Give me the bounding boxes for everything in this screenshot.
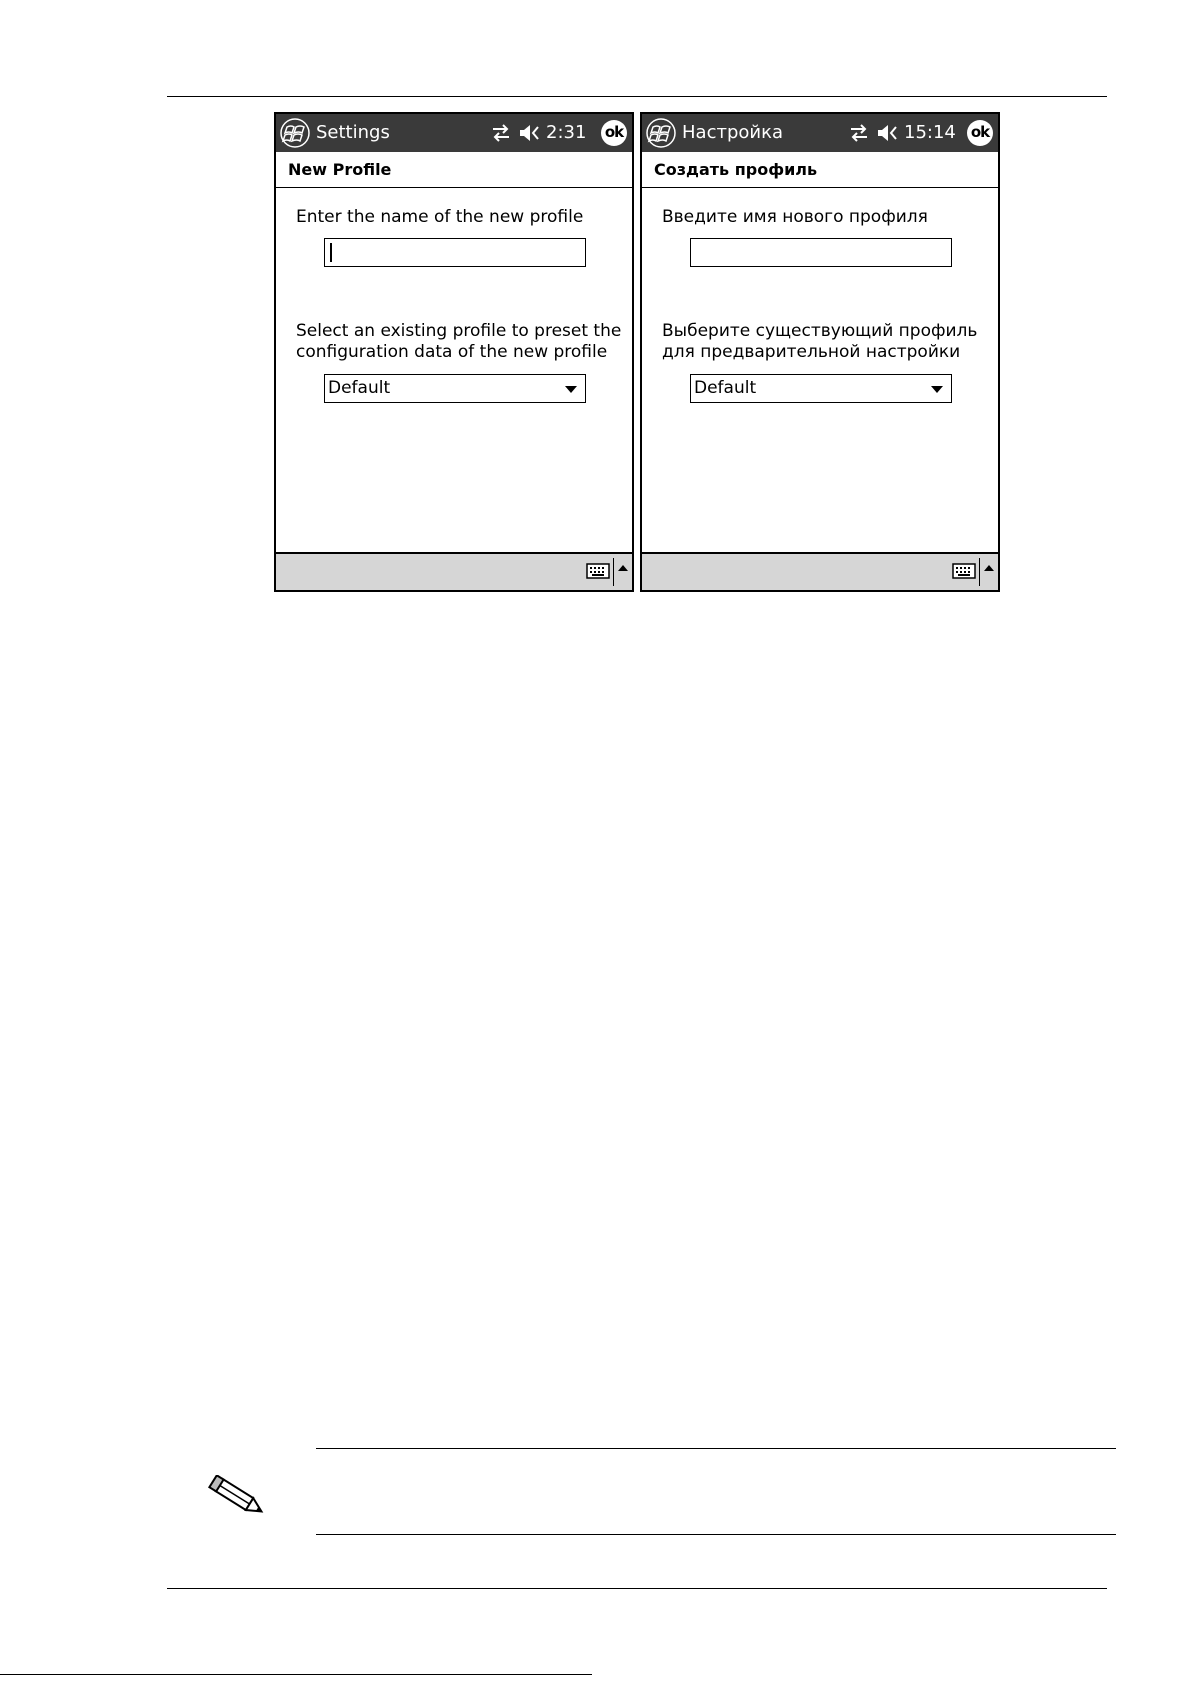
speaker-muted-icon[interactable] [876,123,900,143]
note-bottom-rule [316,1534,1116,1535]
sip-up-arrow-icon[interactable] [618,565,628,571]
pencil-note-icon [205,1475,271,1521]
text-cursor [330,243,332,262]
title-bar [276,114,632,152]
keyboard-icon[interactable] [952,563,976,579]
chevron-down-icon [565,386,577,393]
title-bar [642,114,998,152]
sip-up-arrow-icon[interactable] [984,565,994,571]
preset-profile-select[interactable] [690,374,952,403]
keyboard-icon[interactable] [586,563,610,579]
bottom-rule [167,1588,1107,1589]
ok-button[interactable]: ok [601,120,627,146]
page-subtitle-text: Создать профиль [654,160,818,179]
sip-divider [613,558,614,586]
preset-prompt-line2: configuration data of the new profile [296,342,608,362]
screenshot-russian [640,112,1000,592]
menu-bar [276,552,632,590]
preset-prompt-line1: Выберите существующий профиль [662,321,978,341]
windows-start-icon[interactable] [279,117,311,149]
name-prompt: Введите имя нового профиля [662,207,928,227]
page-subtitle-text: New Profile [288,160,392,179]
profile-name-input[interactable] [690,238,952,267]
speaker-muted-icon[interactable] [518,123,542,143]
profile-name-input[interactable] [324,238,586,267]
preset-prompt-line2: для предварительной настройки [662,342,961,362]
connectivity-icon[interactable] [490,123,512,143]
preset-profile-value: Default [328,378,391,398]
page-subtitle [276,152,632,188]
app-title: Настройка [682,122,783,143]
top-rule [167,96,1107,97]
note-top-rule [316,1448,1116,1449]
sip-divider [979,558,980,586]
screenshot-english [274,112,634,592]
preset-profile-value: Default [694,378,757,398]
app-title: Settings [316,122,390,143]
clock[interactable]: 15:14 [904,122,956,143]
page-subtitle [642,152,998,188]
clock[interactable]: 2:31 [546,122,587,143]
footnote-rule [0,1674,592,1675]
preset-profile-select[interactable] [324,374,586,403]
menu-bar [642,552,998,590]
preset-prompt-line1: Select an existing profile to preset the [296,321,622,341]
windows-start-icon[interactable] [645,117,677,149]
ok-button[interactable]: ok [967,120,993,146]
name-prompt: Enter the name of the new profile [296,207,584,227]
connectivity-icon[interactable] [848,123,870,143]
chevron-down-icon [931,386,943,393]
